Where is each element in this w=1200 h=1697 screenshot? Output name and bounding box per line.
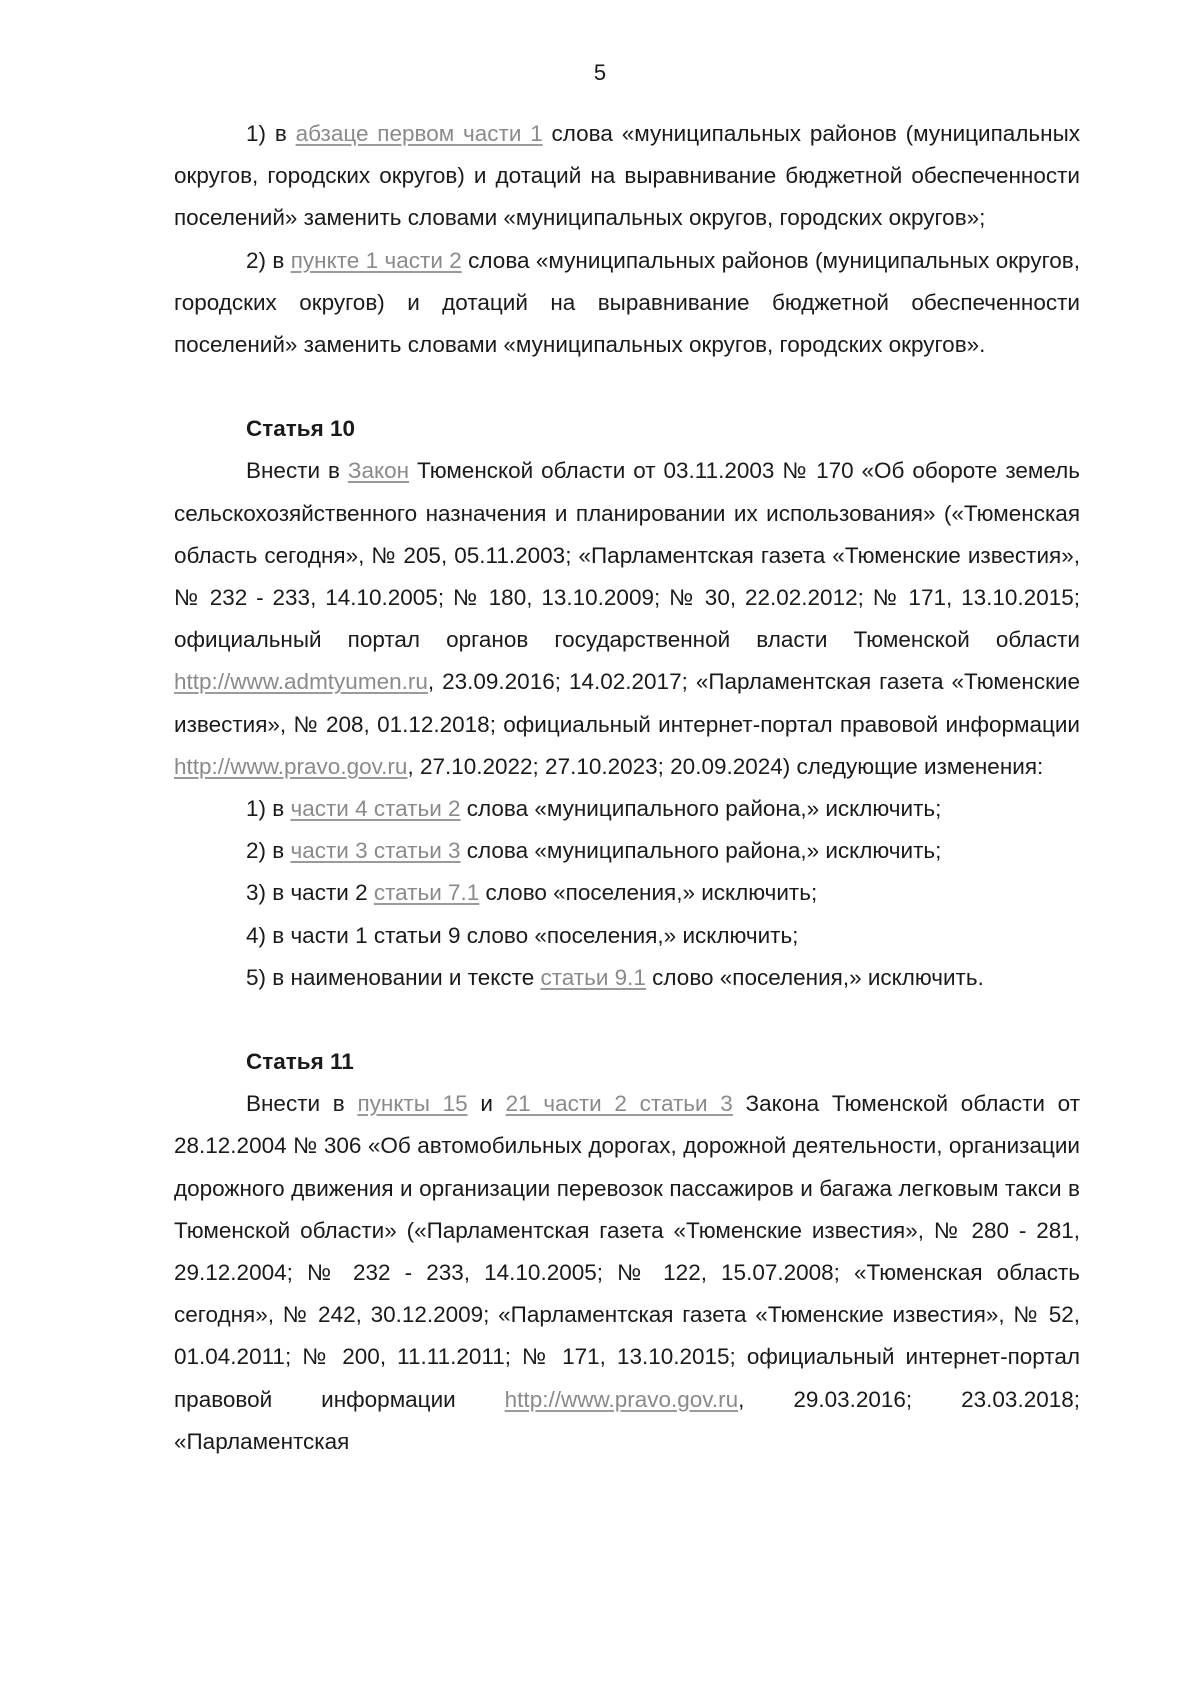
item-text-pre: 1) в: [246, 121, 296, 146]
item-text-pre: 1) в: [246, 796, 291, 822]
article-10-heading: Статья 10: [246, 416, 356, 442]
intro-text: Внести в: [246, 458, 348, 484]
item-text-post: слова «муниципального района,» исключить;: [460, 838, 942, 864]
item-text-pre: 2) в: [246, 838, 291, 864]
item-text-post: слова «муниципального района,» исключить;: [460, 796, 942, 822]
intro-text: Тюменской области от 03.11.2003 № 170 «Об обороте земель сельскохозяйственного назначения и планировании их использования» («Тюменская область сегодня», № 205, 05.11.2003; «Парламентская газета «Тюменские известия», № 232 - 233, 14.10.2005; № 180, 13.10.2009; № 30, 22.02.2012; № 171, 13.10.2015; официальный портал органов государственной власти Тюменской области: [174, 458, 1080, 653]
link-point-1-part-2[interactable]: пункте 1 части 2: [290, 247, 462, 273]
link-part-3-article-3[interactable]: части 3 статьи 3: [290, 838, 461, 864]
item-text-pre: 2) в: [246, 247, 291, 273]
article-10-item-1: [174, 788, 1080, 830]
link-pravo[interactable]: http://www.pravo.gov.ru: [504, 1386, 739, 1412]
item-text-post: слова «муниципальных районов (муниципальных округов, городских округов) и дотаций на выравнивание бюджетной обеспеченности поселений» заменить словами «муниципальных округов, городских округов»;: [174, 121, 1080, 231]
link-admtyumen[interactable]: http://www.admtyumen.ru: [174, 669, 428, 695]
intro-text: Внести в: [246, 1091, 358, 1117]
intro-text: , 29.03.2016; 23.03.2018; «Парламентская: [174, 1386, 1080, 1454]
article-10-item-4: 4) в части 1 статьи 9 слово «поселения,» исключить;: [246, 922, 799, 948]
link-law[interactable]: Закон: [347, 458, 410, 484]
spacer: [174, 366, 1080, 408]
link-21-part-2-article-3[interactable]: 21 части 2 статьи 3: [505, 1091, 733, 1117]
article-10-item-3: [174, 872, 1080, 914]
intro-text: Закона Тюменской области от 28.12.2004 № 306 «Об автомобильных дорогах, дорожной деятельности, организации дорожного движения и организации перевозок пассажиров и багажа легковым такси в Тюменской области» («Парламентская газета «Тюменские известия», № 280 - 281, 29.12.2004; № 232 - 233, 14.10.2005; № 122, 15.07.2008; «Тюменская область сегодня», № 242, 30.12.2009; «Парламентская газета «Тюменские известия», № 52, 01.04.2011; № 200, 11.11.2011; № 171, 13.10.2015; официальный интернет-портал правовой информации: [174, 1091, 1080, 1412]
item-text-pre: 5) в наименовании и тексте: [246, 964, 541, 990]
spacer: [174, 999, 1080, 1041]
article-11-heading: Статья 11: [246, 1049, 354, 1075]
item-text-pre: 3) в части 2: [246, 880, 374, 906]
link-points-15[interactable]: пункты 15: [357, 1091, 468, 1117]
amendment-item-2: [174, 240, 1080, 367]
article-10-item-2: [174, 830, 1080, 872]
item-text-post: слова «муниципальных районов (муниципальных округов, городских округов) и дотаций на выравнивание бюджетной обеспеченности поселений» заменить словами «муниципальных округов, городских округов».: [174, 247, 1080, 358]
amendment-item-1: [174, 113, 1080, 240]
page-number: 5: [593, 60, 607, 85]
article-10-item-5: [174, 957, 1080, 999]
intro-text: , 23.09.2016; 14.02.2017; «Парламентская газета «Тюменские известия», № 208, 01.12.2018; официальный интернет-портал правовой информации: [174, 669, 1080, 737]
link-article-7-1[interactable]: статьи 7.1: [373, 880, 480, 906]
intro-text: и: [467, 1091, 506, 1117]
link-article-9-1[interactable]: статьи 9.1: [540, 964, 646, 990]
item-text-post: слово «поселения,» исключить.: [645, 964, 984, 990]
link-pravo[interactable]: http://www.pravo.gov.ru: [174, 753, 408, 779]
article-10-intro: [174, 450, 1080, 788]
document-body: [174, 113, 1080, 1463]
article-11-intro: [174, 1083, 1080, 1463]
item-text-post: слово «поселения,» исключить;: [479, 880, 818, 906]
intro-text: , 27.10.2022; 27.10.2023; 20.09.2024) следующие изменения:: [407, 753, 1044, 779]
link-part-4-article-2[interactable]: части 4 статьи 2: [290, 796, 461, 822]
link-paragraph-first-part-1[interactable]: абзаце первом части 1: [295, 121, 543, 146]
